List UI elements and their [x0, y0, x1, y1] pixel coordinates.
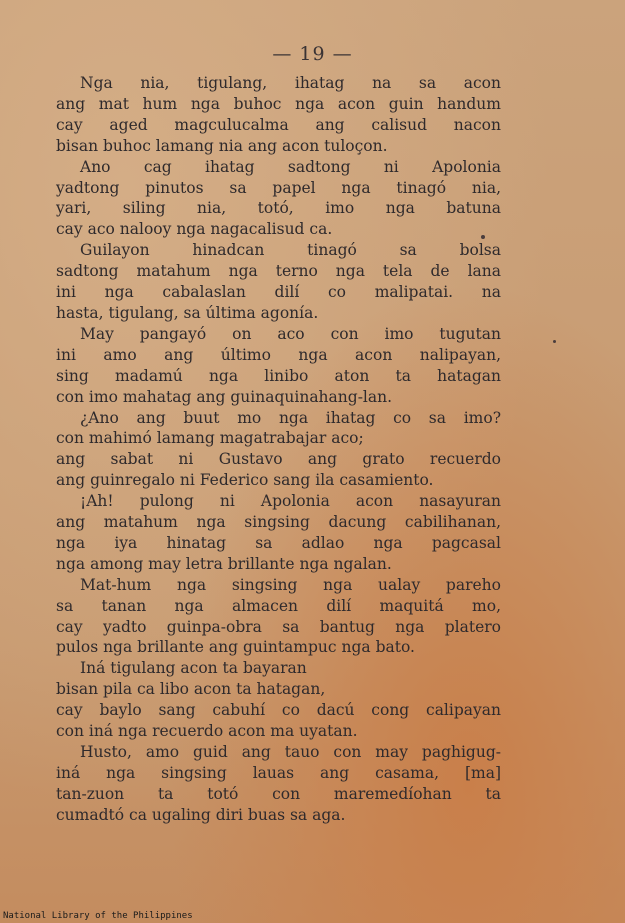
text-line: cay aged magculucalma ang calisud nacon	[56, 115, 501, 134]
text-line: iná nga singsing lauas ang casama, [ma]	[56, 763, 501, 782]
text-line: Guilayon hinadcan tinagó sa bolsa	[80, 241, 501, 260]
text-line: ang sabat ni Gustavo ang grato recuerdo	[56, 450, 501, 469]
text-line: ang guinregalo ni Federico sang ila casamiento.	[56, 471, 434, 490]
text-line: con mahimó lamang magatrabajar aco;	[56, 429, 364, 448]
text-line: hasta, tigulang, sa última agonía.	[56, 303, 319, 322]
text-line: ¿Ano ang buut mo nga ihatag co sa imo?	[80, 408, 501, 427]
text-line: sadtong matahum nga terno nga tela de lana	[56, 262, 501, 281]
text-line: Mat-hum nga singsing nga ualay pareho	[80, 575, 501, 594]
text-line: cay yadto guinpa-obra sa bantug nga platero	[56, 617, 501, 636]
text-line: nga among may letra brillante nga ngalan.	[56, 554, 392, 573]
text-line: cumadtó ca ugaling diri buas sa aga.	[56, 805, 346, 824]
text-line: nga iya hinatag sa adlao nga pagcasal	[56, 533, 501, 552]
text-line: cay aco nalooy nga nagacalisud ca.	[56, 220, 333, 239]
text-line: pulos nga brillante ang guintampuc nga bato.	[56, 638, 415, 657]
text-line: ini amo ang último nga acon nalipayan,	[56, 345, 501, 364]
text-line: bisan pila ca libo acon ta hatagan,	[56, 680, 326, 699]
text-line: Nga nia, tigulang, ihatag na sa acon	[80, 74, 501, 92]
text-line: sa tanan nga almacen dilí maquitá mo,	[56, 596, 501, 615]
text-line: cay baylo sang cabuhí co dacú cong calipayan	[56, 701, 501, 720]
text-line: yari, siling nia, totó, imo nga batuna	[56, 199, 501, 218]
text-line: ¡Ah! pulong ni Apolonia acon nasayuran	[80, 492, 501, 511]
body-text	[56, 73, 501, 826]
text-line: Iná tigulang acon ta bayaran	[80, 659, 307, 678]
text-line: con imo mahatag ang guinaquinahang-lan.	[56, 387, 393, 406]
text-line: yadtong pinutos sa papel nga tinagó nia,	[56, 178, 501, 197]
text-line: ang mat hum nga buhoc nga acon guin handum	[56, 94, 501, 113]
text-line: ini nga cabalaslan dilí co malipatai. na	[56, 283, 501, 302]
ink-speck	[553, 340, 556, 343]
text-line: sing madamú nga linibo aton ta hatagan	[56, 366, 501, 385]
text-line: May pangayó on aco con imo tugutan	[80, 324, 501, 343]
text-line: ang matahum nga singsing dacung cabilihanan,	[56, 513, 501, 532]
text-line: bisan buhoc lamang nia ang acon tuloçon.	[56, 136, 388, 155]
text-line: Husto, amo guid ang tauo con may paghigug-	[80, 743, 501, 761]
text-line: con iná nga recuerdo acon ma uyatan.	[56, 722, 358, 741]
text-line: Ano cag ihatag sadtong ni Apolonia	[80, 157, 501, 176]
text-line: tan-zuon ta totó con maremedíohan ta	[56, 784, 501, 803]
library-credit: National Library of the Philippines	[3, 911, 193, 921]
page-number: — 19 —	[272, 43, 353, 65]
ink-speck	[481, 235, 485, 239]
